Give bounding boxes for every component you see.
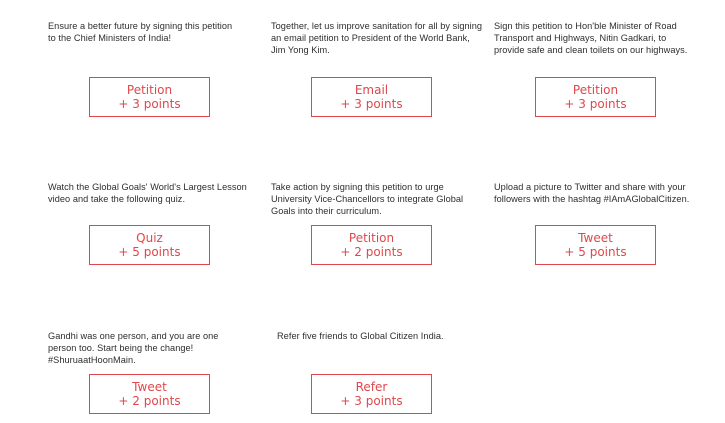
action-description: Take action by signing this petition to urge University Vice-Chancellors to integrate Global Goals into their curriculum. <box>271 182 464 217</box>
action-type-label: Petition <box>126 82 173 97</box>
action-type-label: Tweet <box>578 230 613 245</box>
action-points-label: + 2 points <box>118 394 181 408</box>
action-card-tweet-gandhi <box>48 330 256 367</box>
petition-action-button[interactable] <box>535 77 656 117</box>
action-points-label: + 3 points <box>564 97 627 111</box>
action-description: Watch the Global Goals' World's Largest Lesson video and take the following quiz. <box>48 182 247 205</box>
refer-action-button[interactable] <box>311 374 432 414</box>
action-card-petition-highways <box>494 20 702 57</box>
email-action-button[interactable] <box>311 77 432 117</box>
action-type-label: Quiz <box>136 230 163 245</box>
action-type-label: Email <box>354 82 389 97</box>
action-points-label: + 3 points <box>118 97 181 111</box>
action-points-label: + 3 points <box>340 394 403 408</box>
tweet-action-button[interactable] <box>89 374 210 414</box>
action-points-label: + 3 points <box>340 97 403 111</box>
action-type-label: Petition <box>348 230 395 245</box>
quiz-action-button[interactable] <box>89 225 210 265</box>
action-card-petition-chief-ministers <box>48 20 256 44</box>
action-type-label: Tweet <box>132 379 167 394</box>
petition-action-button[interactable] <box>311 225 432 265</box>
action-card-tweet-global-citizen <box>494 181 702 205</box>
action-points-label: + 2 points <box>340 245 403 259</box>
action-description: Refer five friends to Global Citizen India. <box>277 331 444 341</box>
action-description: Together, let us improve sanitation for all by signing an email petition to President of the World Bank, Jim Yong Kim. <box>271 21 483 56</box>
action-card-email-world-bank <box>271 20 483 57</box>
action-description: Upload a picture to Twitter and share with your followers with the hashtag #IAmAGlobalCitizen. <box>494 182 690 205</box>
action-type-label: Petition <box>572 82 619 97</box>
action-description: Ensure a better future by signing this petition to the Chief Ministers of India! <box>48 21 233 44</box>
action-description: Sign this petition to Hon'ble Minister of Road Transport and Highways, Nitin Gadkari, to provide safe and clean toilets on our highways. <box>494 21 688 56</box>
action-card-refer-friends <box>277 330 485 342</box>
action-type-label: Refer <box>355 379 388 394</box>
action-points-label: + 5 points <box>118 245 181 259</box>
action-description: Gandhi was one person, and you are one person too. Start being the change! #ShuruaatHoonMain. <box>48 331 219 366</box>
petition-action-button[interactable] <box>89 77 210 117</box>
action-card-petition-universities <box>271 181 479 218</box>
action-card-quiz-lesson <box>48 181 256 205</box>
action-points-label: + 5 points <box>564 245 627 259</box>
tweet-action-button[interactable] <box>535 225 656 265</box>
